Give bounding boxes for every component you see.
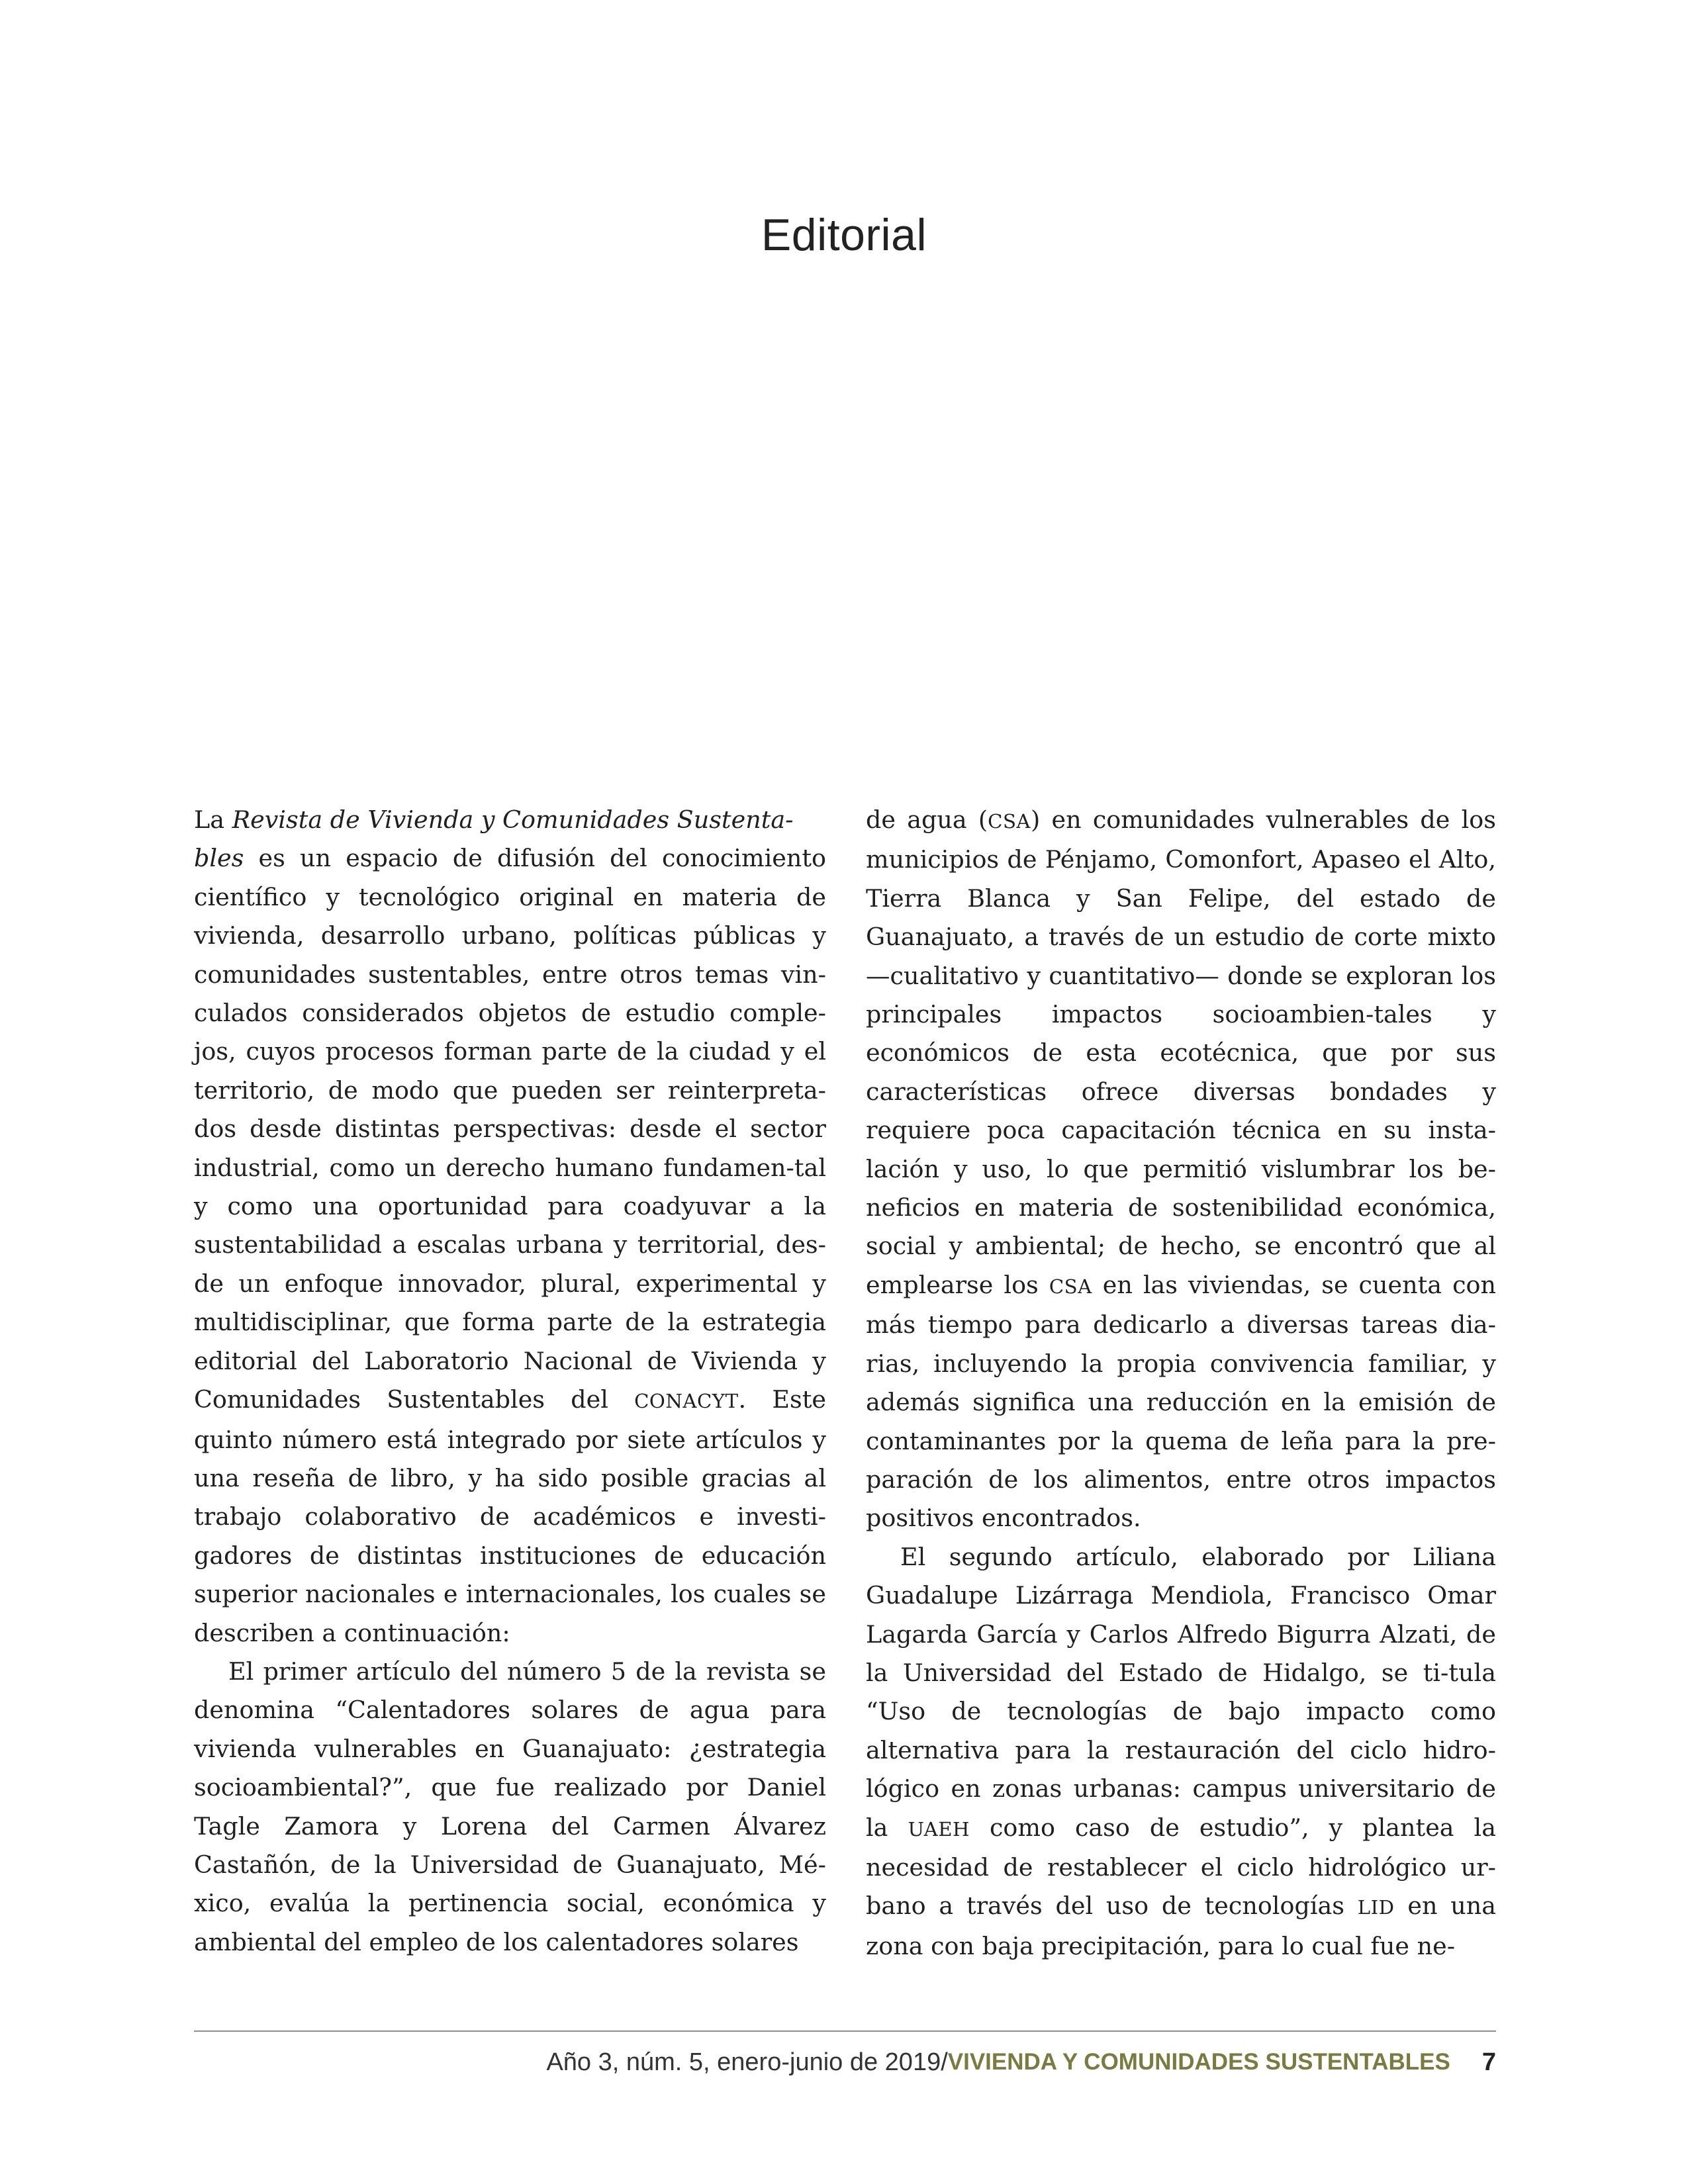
intro-paragraph [194, 801, 826, 1653]
journal-name-a: Revista de Vivienda y Comunidades Sustenta- [232, 805, 794, 834]
first-article-continuation [866, 801, 1496, 1538]
csa-acronym-2: CSA [1049, 1275, 1092, 1298]
intro-lead: La [194, 805, 232, 834]
right-column [866, 801, 1496, 1966]
first-article-paragraph: El primer artículo del número 5 de la revista se denomina “Calentadores solares de agua para vivienda vulnerables en Guanajuato: ¿estrategia socioambiental?”, que fue realizado por Daniel Tagle Zamora y Lorena del Carmen Álvarez Castañón, de la Universidad de Guanajuato, Mé-xico, evalúa la pertinencia social, económica y ambiental del empleo de los calentadores solares [194, 1657, 826, 1956]
journal-name-b: bles [194, 844, 244, 873]
second-article-c: en una zona con baja precipitación, para lo cual fue ne- [866, 1891, 1496, 1960]
page-footer [194, 2042, 1496, 2082]
footer-journal-name: VIVIENDA Y COMUNIDADES SUSTENTABLES [947, 2049, 1450, 2075]
continuation-c: en las viviendas, se cuenta con más tiempo para dedicarlo a diversas tareas dia-rias, incluyendo la propia convivencia familiar, y además significa una reducción en la emisión de contaminantes por la quema de leña para la pre-paración de los alimentos, entre otros impactos positivos encontrados. [866, 1270, 1496, 1533]
second-article-a: El segundo artículo, elaborado por Liliana Guadalupe Lizárraga Mendiola, Francisco Omar Lagarda García y Carlos Alfredo Bigurra Alzati, de la Universidad del Estado de Hidalgo, se ti-tula “Uso de tecnologías de bajo impacto como alternativa para la restauración del ciclo hidro-lógico en zonas urbanas: campus universitario de la [866, 1542, 1496, 1842]
lid-acronym: LID [1357, 1896, 1395, 1919]
csa-acronym-1: CSA [988, 810, 1031, 833]
page-title: Editorial [761, 209, 927, 260]
footer-issue: Año 3, núm. 5, enero-junio de 2019/ [546, 2048, 948, 2076]
left-column [194, 801, 826, 1962]
uaeh-acronym: UAEH [908, 1817, 970, 1841]
second-article-paragraph [866, 1538, 1496, 1966]
intro-body-a: es un espacio de difusión del conocimiento científico y tecnológico original en materia de vivienda, desarrollo urbano, políticas públicas y comunidades sustentables, entre otros temas vin-culados considerados objetos de estudio comple-jos, cuyos procesos forman parte de la ciudad y el territorio, de modo que pueden ser reinterpreta-dos desde distintas perspectivas: desde el sector industrial, como un derecho humano fundamen-tal y como una oportunidad para coadyuvar a la sustentabilidad a escalas urbana y territorial, des-de un enfoque innovador, plural, experimental y multidisciplinar, que forma parte de la estrategia editorial del Laboratorio Nacional de Vivienda y Comunidades Sustentables del [194, 844, 826, 1414]
conacyt-acronym: CONACYT [634, 1390, 739, 1413]
second-article-b: como caso de estudio”, y plantea la necesidad de restablecer el ciclo hidrológico ur-bano a través del uso de tecnologías [866, 1813, 1496, 1921]
footer-divider [194, 2030, 1496, 2032]
continuation-b: ) en comunidades vulnerables de los municipios de Pénjamo, Comonfort, Apaseo el Alto, Tierra Blanca y San Felipe, del estado de Guanajuato, a través de un estudio de corte mixto —cualitativo y cuantitativo— donde se exploran los principales impactos socioambien-tales y económicos de esta ecotécnica, que por sus características ofrece diversas bondades y requiere poca capacitación técnica en su insta-lación y uso, lo que permitió vislumbrar los be-neficios en materia de sostenibilidad económica, social y ambiental; de hecho, se encontró que al emplearse los [866, 805, 1496, 1299]
continuation-a: de agua ( [866, 805, 988, 834]
intro-body-b: . Este quinto número está integrado por siete artículos y una reseña de libro, y ha sido posible gracias al trabajo colaborativo de académicos e investi-gadores de distintas instituciones de educación superior nacionales e internacionales, los cuales se describen a continuación: [194, 1385, 826, 1647]
page-number: 7 [1481, 2048, 1496, 2076]
